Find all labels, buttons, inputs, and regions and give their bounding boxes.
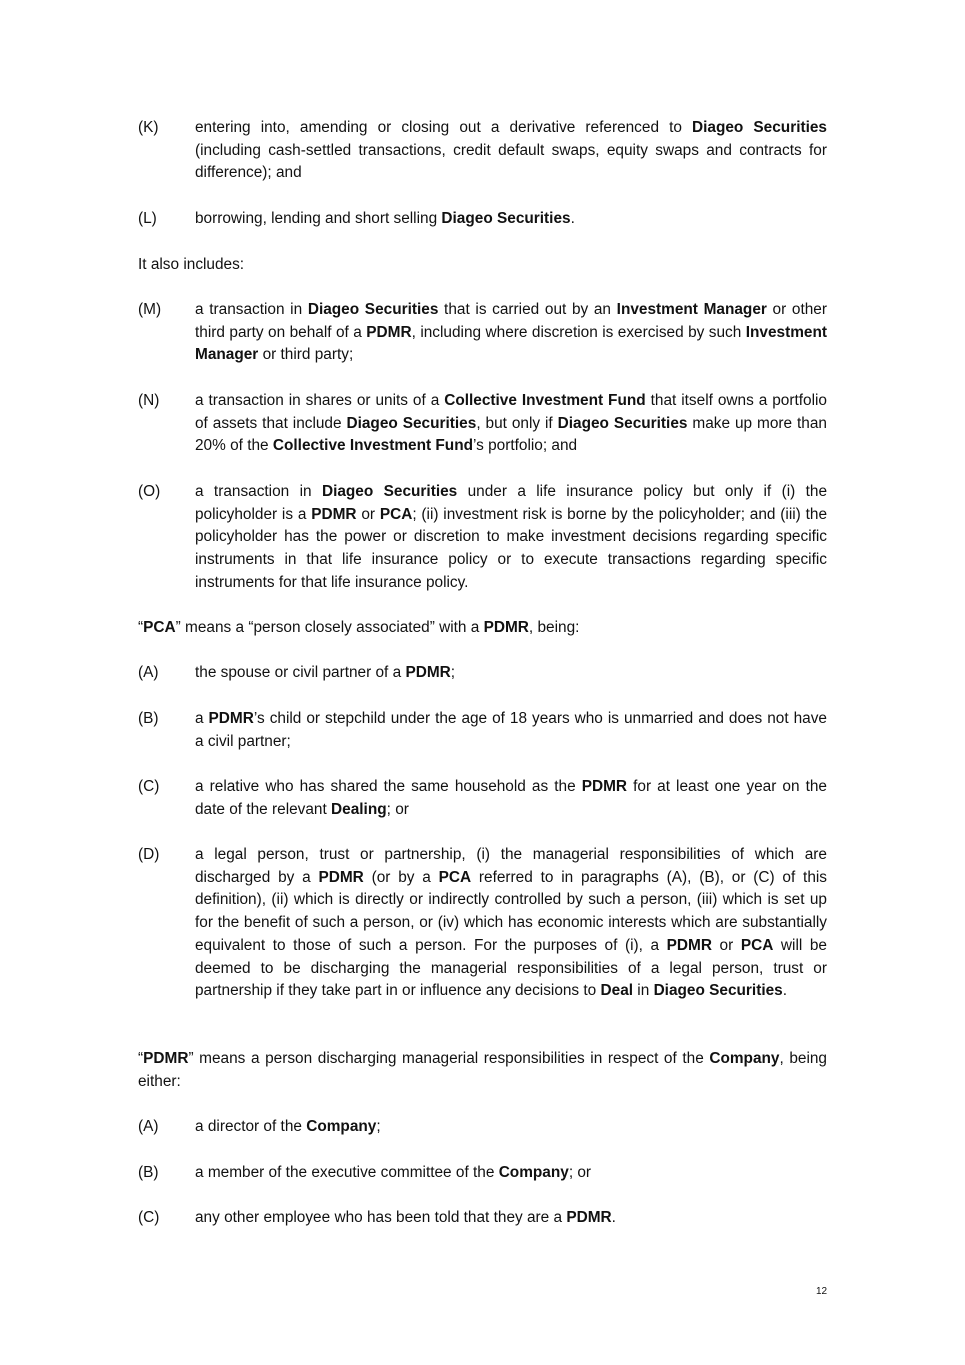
item-text: a PDMR’s child or stepchild under the age of 18 years who is unmarried and does not have a civil partner; — [195, 710, 827, 750]
defined-term: PDMR — [366, 323, 412, 341]
item-label: (N) — [138, 392, 160, 409]
defined-term: PDMR — [318, 868, 364, 886]
item-text: a relative who has shared the same household as the PDMR for at least one year on the date of the relevant Dealing; or — [195, 778, 827, 818]
list-item-n — [138, 390, 827, 458]
item-text: a transaction in Diageo Securities that is carried out by an Investment Manager or other third party on behalf of a PDMR, including where discretion is exercised by such Investment Manager or third party; — [195, 301, 827, 364]
item-text: entering into, amending or closing out a derivative referenced to Diageo Securities (including cash-settled transactions, credit default swaps, equity swaps and contracts for difference); and — [195, 119, 827, 182]
pdmr-definition: “PDMR” means a person discharging managerial responsibilities in respect of the Company, being either: — [138, 1050, 827, 1090]
defined-term: PDMR — [566, 1209, 612, 1226]
list-item-o — [138, 481, 827, 595]
defined-term: Diageo Securities — [653, 982, 783, 1000]
defined-term: PDMR — [483, 619, 529, 636]
defined-term: Diageo Securities — [441, 210, 571, 227]
pdmr-item-b — [138, 1162, 827, 1185]
defined-term: PCA — [740, 936, 774, 954]
pdmr-item-a — [138, 1116, 827, 1139]
item-label: (C) — [138, 1209, 160, 1226]
item-text: borrowing, lending and short selling Diageo Securities. — [195, 210, 575, 227]
also-includes-text: It also includes: — [138, 256, 245, 273]
item-label: (C) — [138, 778, 160, 795]
item-label: (A) — [138, 1118, 159, 1135]
item-label: (L) — [138, 210, 157, 227]
defined-term: Company — [306, 1118, 377, 1135]
item-label: (D) — [138, 846, 160, 863]
pdmr-item-c — [138, 1207, 827, 1230]
page-number: 12 — [816, 1286, 828, 1297]
defined-term: PDMR — [143, 1050, 189, 1067]
defined-term: Company — [709, 1050, 780, 1067]
defined-term: Collective Investment Fund — [272, 437, 473, 455]
item-text: a director of the Company; — [195, 1118, 381, 1135]
defined-term: Diageo Securities — [321, 483, 458, 500]
defined-term: PDMR — [581, 778, 628, 795]
defined-term: Diageo Securities — [557, 414, 688, 432]
defined-term: Diageo Securities — [692, 119, 827, 136]
defined-term: PDMR — [311, 505, 357, 523]
defined-term: Collective Investment Fund — [444, 392, 646, 409]
item-label: (A) — [138, 664, 159, 681]
item-text: any other employee who has been told that they are a PDMR. — [195, 1209, 616, 1226]
item-label: (B) — [138, 710, 159, 727]
defined-term: Diageo Securities — [346, 414, 477, 432]
item-text: a transaction in shares or units of a Collective Investment Fund that itself owns a portfolio of assets that include Diageo Securities, but only if Diageo Securities make up more than 20% of the Collective Investment Fund’s portfolio; and — [195, 392, 827, 455]
item-label: (K) — [138, 119, 159, 136]
item-label: (O) — [138, 483, 161, 500]
list-item-m — [138, 299, 827, 367]
list-item-k — [138, 117, 827, 185]
item-text: a transaction in Diageo Securities under a life insurance policy but only if (i) the policyholder is a PDMR or PCA; (ii) investment risk is borne by the policyholder; and (iii) the policyholder has the power or discretion to make investment decisions regarding specific instruments in that life insurance policy or to execute transactions regarding specific instruments for that life insurance policy. — [195, 483, 828, 591]
pca-item-a — [138, 662, 827, 685]
pca-item-b — [138, 708, 827, 753]
pca-item-c — [138, 776, 827, 821]
defined-term: Diageo Securities — [307, 301, 439, 318]
defined-term: PCA — [143, 619, 176, 636]
defined-term: Investment Manager — [616, 301, 767, 318]
item-text: the spouse or civil partner of a PDMR; — [195, 664, 456, 681]
defined-term: Dealing — [331, 800, 387, 818]
list-item-l — [138, 208, 827, 231]
defined-term: PCA — [438, 868, 472, 886]
defined-term: PDMR — [666, 936, 712, 954]
defined-term: Deal — [600, 982, 634, 1000]
defined-term: PDMR — [405, 664, 451, 681]
defined-term: Company — [498, 1164, 569, 1181]
defined-term: PCA — [379, 505, 413, 523]
pca-item-d — [138, 844, 827, 1003]
item-text: a legal person, trust or partnership, (i) the managerial responsibilities of which are discharged by a PDMR (or by a PCA referred to in paragraphs (A), (B), or (C) of this definition), (ii) which is directly or indirectly controlled by such a person, (iii) which is set up for the benefit of such a person, or (iv) which has economic interests which are substantially equivalent to those of such a person. For the purposes of (i), a PDMR or PCA will be deemed to be discharging the managerial responsibilities of a legal person, trust or partnership if they take part in or influence any decisions to Deal in Diageo Securities. — [195, 846, 828, 1000]
item-label: (B) — [138, 1164, 159, 1181]
item-label: (M) — [138, 301, 162, 318]
item-text: a member of the executive committee of the Company; or — [195, 1164, 592, 1181]
pca-definition: “PCA” means a “person closely associated” with a PDMR, being: — [138, 619, 580, 636]
defined-term: PDMR — [208, 710, 254, 727]
defined-term: Investment Manager — [195, 323, 827, 364]
